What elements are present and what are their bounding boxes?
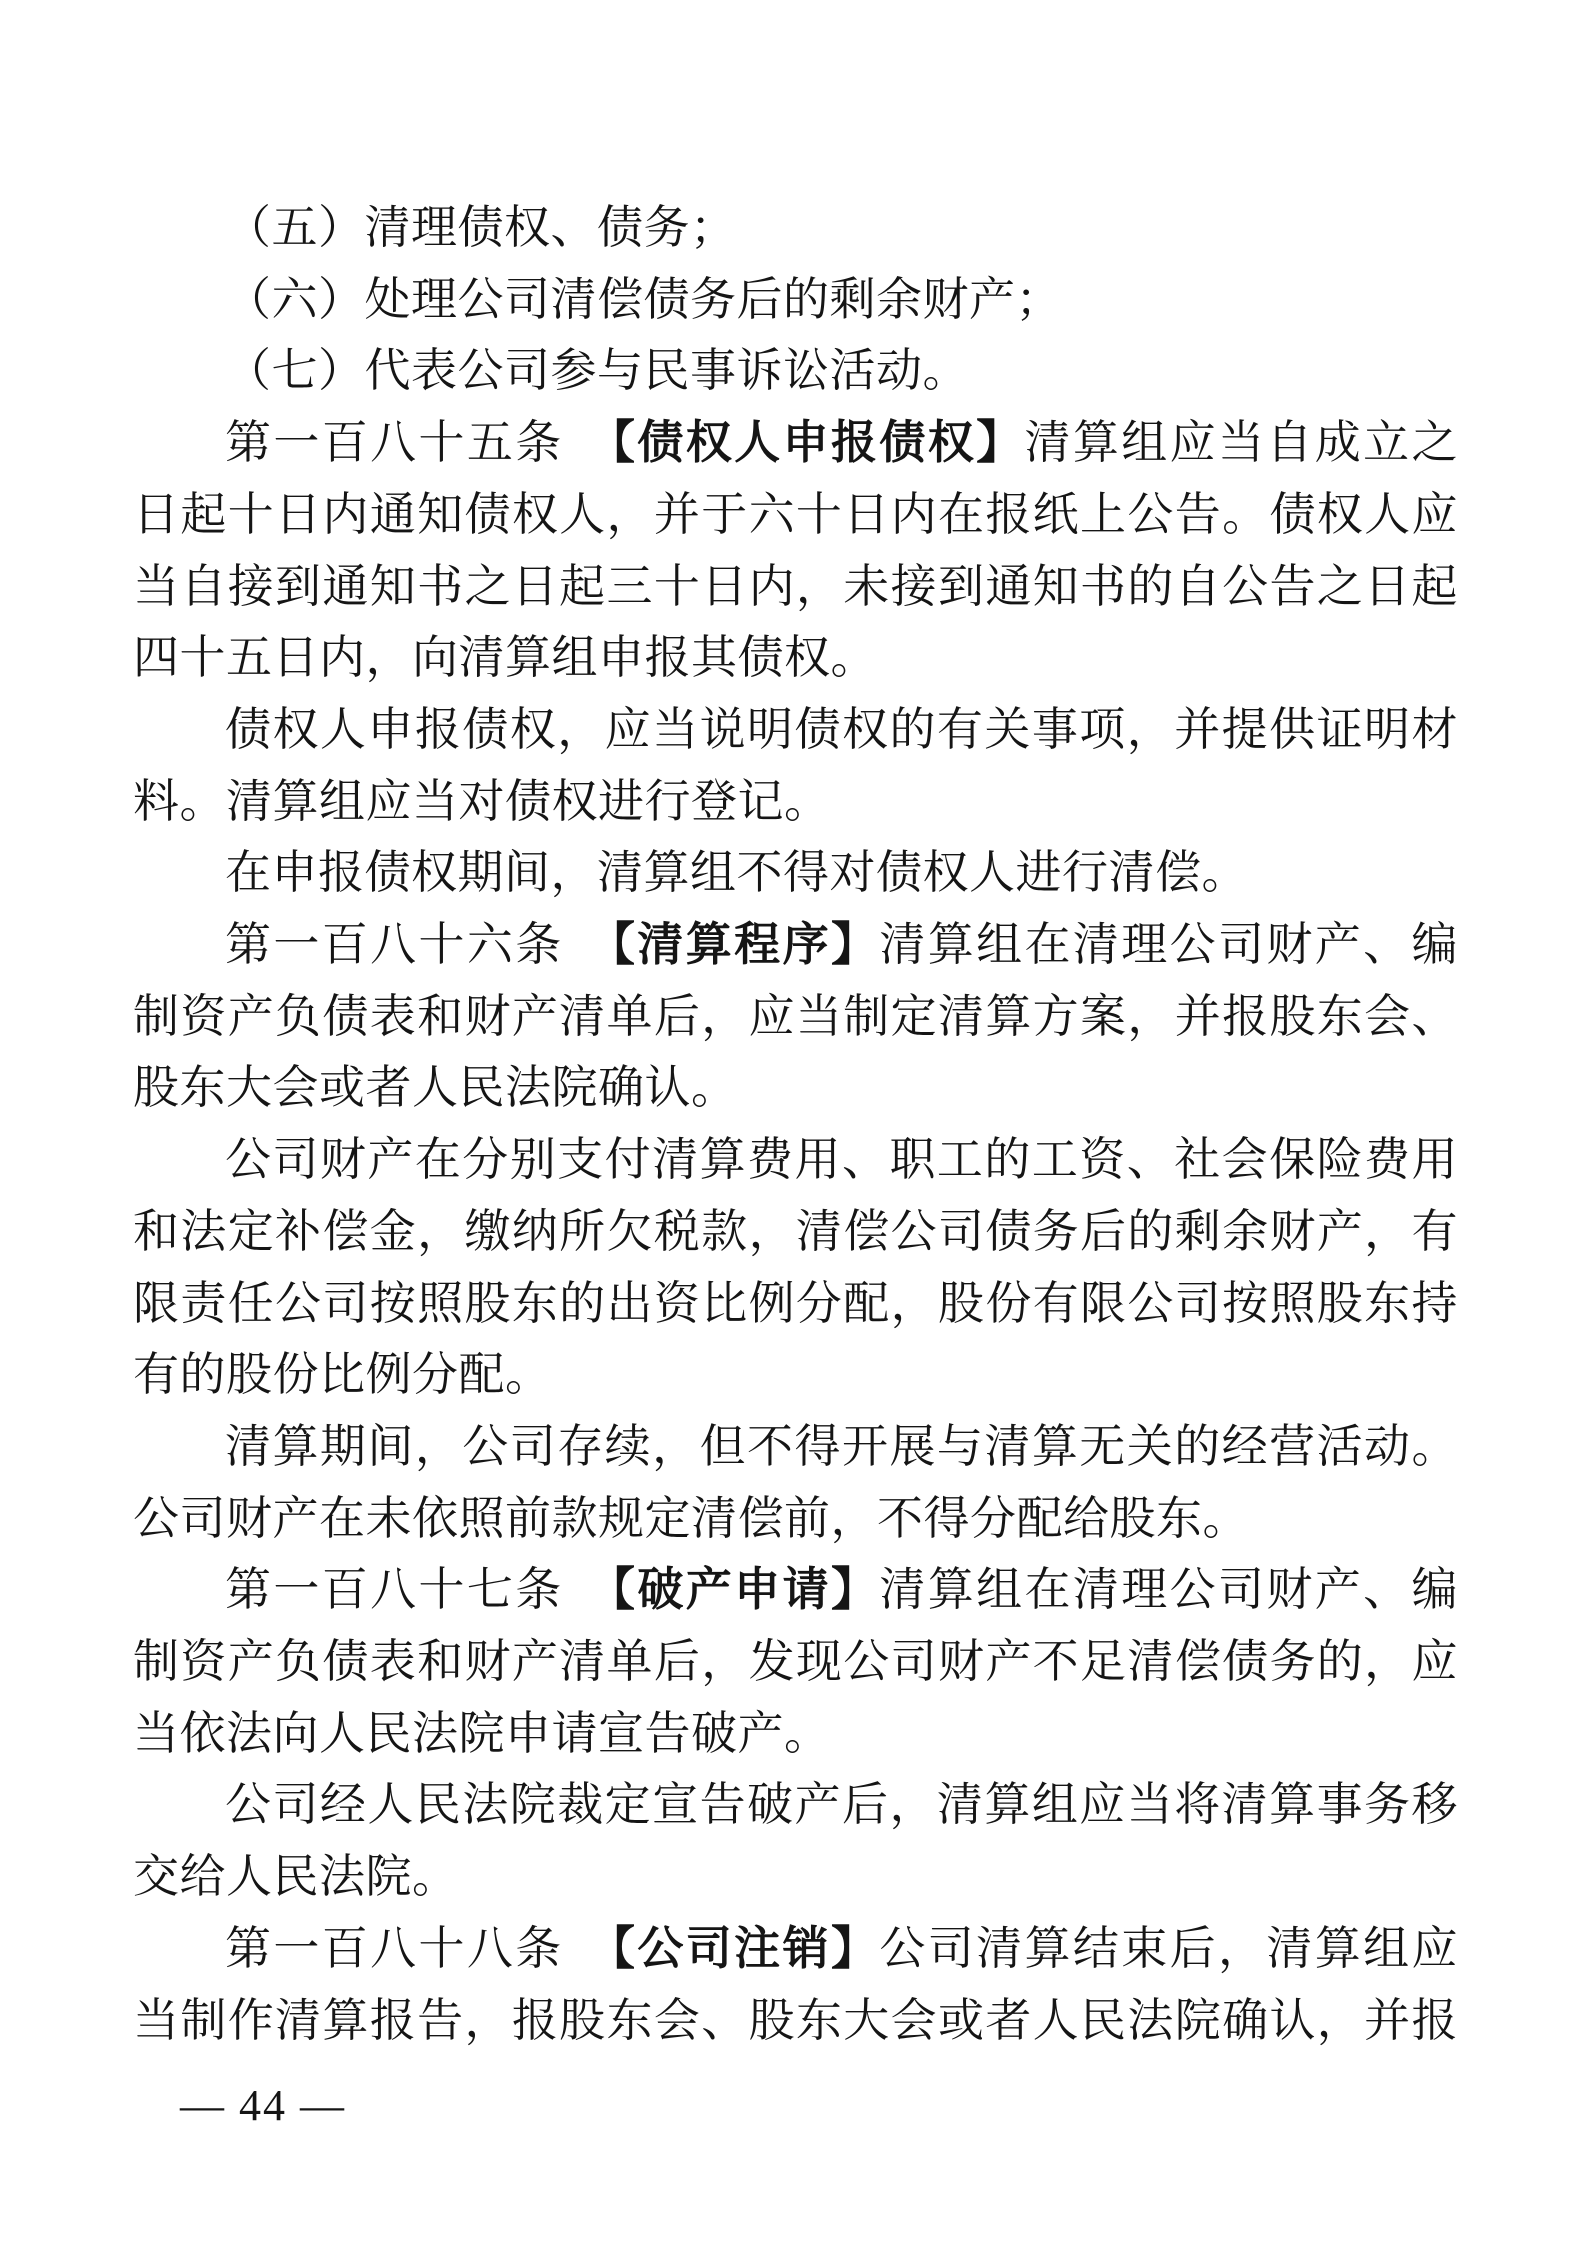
- text-line: [133, 981, 1458, 1053]
- text-line: [133, 335, 1458, 407]
- body-text: （五）清理债权、债务；: [225, 202, 737, 253]
- text-line: [133, 1268, 1458, 1340]
- text-line: [133, 694, 1458, 766]
- body-text: 第一百八十八条: [225, 1922, 613, 1974]
- text-line: [133, 1052, 1458, 1124]
- text-line: [133, 1698, 1458, 1770]
- body-text: 公司经人民法院裁定宣告破产后，清算组应当将清算事务移: [225, 1779, 1458, 1831]
- body-text: 公司财产在未依照前款规定清偿前，不得分配给股东。: [133, 1492, 1249, 1544]
- body-text: 日起十日内通知债权人，并于六十日内在报纸上公告。债权人应: [133, 488, 1458, 540]
- text-line: [133, 1411, 1458, 1483]
- body-text: （六）处理公司清偿债务后的剩余财产；: [225, 273, 1062, 325]
- text-line: [133, 551, 1458, 623]
- article-title-bracket: 【债权人申报债权】: [612, 416, 1025, 469]
- text-line: [133, 407, 1458, 479]
- text-line: [133, 1483, 1458, 1555]
- text-line: [133, 1913, 1458, 1985]
- text-line: [133, 192, 1458, 264]
- body-text: 清算组在清理公司财产、编: [879, 1564, 1459, 1616]
- text-block: [133, 192, 1458, 2056]
- text-line: [133, 479, 1458, 551]
- body-text: （七）代表公司参与民事诉讼活动。: [225, 345, 969, 397]
- article-title-bracket: 【清算程序】: [612, 918, 880, 971]
- body-text: 股东大会或者人民法院确认。: [133, 1062, 738, 1114]
- body-text: 制资产负债表和财产清单后，发现公司财产不足清偿债务的，应: [133, 1636, 1458, 1688]
- text-line: [133, 766, 1458, 838]
- text-line: [133, 1196, 1458, 1268]
- body-text: 清算组在清理公司财产、编: [879, 919, 1459, 971]
- body-text: 在申报债权期间，清算组不得对债权人进行清偿。: [225, 847, 1248, 899]
- body-text: 当制作清算报告，报股东会、股东大会或者人民法院确认，并报: [133, 1994, 1458, 2046]
- body-text: 第一百八十五条: [225, 417, 613, 469]
- body-text: 公司财产在分别支付清算费用、职工的工资、社会保险费用: [225, 1134, 1458, 1186]
- body-text: 当依法向人民法院申请宣告破产。: [133, 1707, 831, 1759]
- article-title-bracket: 【公司注销】: [612, 1921, 880, 1974]
- text-line: [133, 909, 1458, 981]
- body-text: 清算组应当自成立之: [1024, 417, 1459, 469]
- body-text: 当自接到通知书之日起三十日内，未接到通知书的自公告之日起: [133, 560, 1458, 612]
- body-text: 和法定补偿金，缴纳所欠税款，清偿公司债务后的剩余财产，有: [133, 1205, 1458, 1257]
- article-title-bracket: 【破产申请】: [612, 1563, 880, 1616]
- text-line: [133, 622, 1458, 694]
- text-line: [133, 837, 1458, 909]
- body-text: 交给人民法院。: [133, 1851, 459, 1903]
- text-line: [133, 264, 1458, 336]
- body-text: 制资产负债表和财产清单后，应当制定清算方案，并报股东会、: [133, 990, 1458, 1042]
- text-line: [133, 1124, 1458, 1196]
- page-number: — 44 —: [180, 2081, 346, 2130]
- body-text: 清算期间，公司存续，但不得开展与清算无关的经营活动。: [225, 1420, 1458, 1472]
- body-text: 第一百八十七条: [225, 1564, 613, 1616]
- text-line: [133, 1985, 1458, 2057]
- text-line: [133, 1554, 1458, 1626]
- text-line: [133, 1841, 1458, 1913]
- body-text: 料。清算组应当对债权进行登记。: [133, 775, 831, 827]
- text-line: [133, 1339, 1458, 1411]
- body-text: 债权人申报债权，应当说明债权的有关事项，并提供证明材: [225, 703, 1458, 755]
- text-line: [133, 1769, 1458, 1841]
- body-text: 四十五日内，向清算组申报其债权。: [133, 632, 877, 684]
- body-text: 限责任公司按照股东的出资比例分配，股份有限公司按照股东持: [133, 1277, 1458, 1329]
- body-text: 有的股份比例分配。: [133, 1349, 552, 1401]
- body-text: 公司清算结束后，清算组应: [879, 1922, 1459, 1974]
- text-line: [133, 1626, 1458, 1698]
- body-text: 第一百八十六条: [225, 919, 613, 971]
